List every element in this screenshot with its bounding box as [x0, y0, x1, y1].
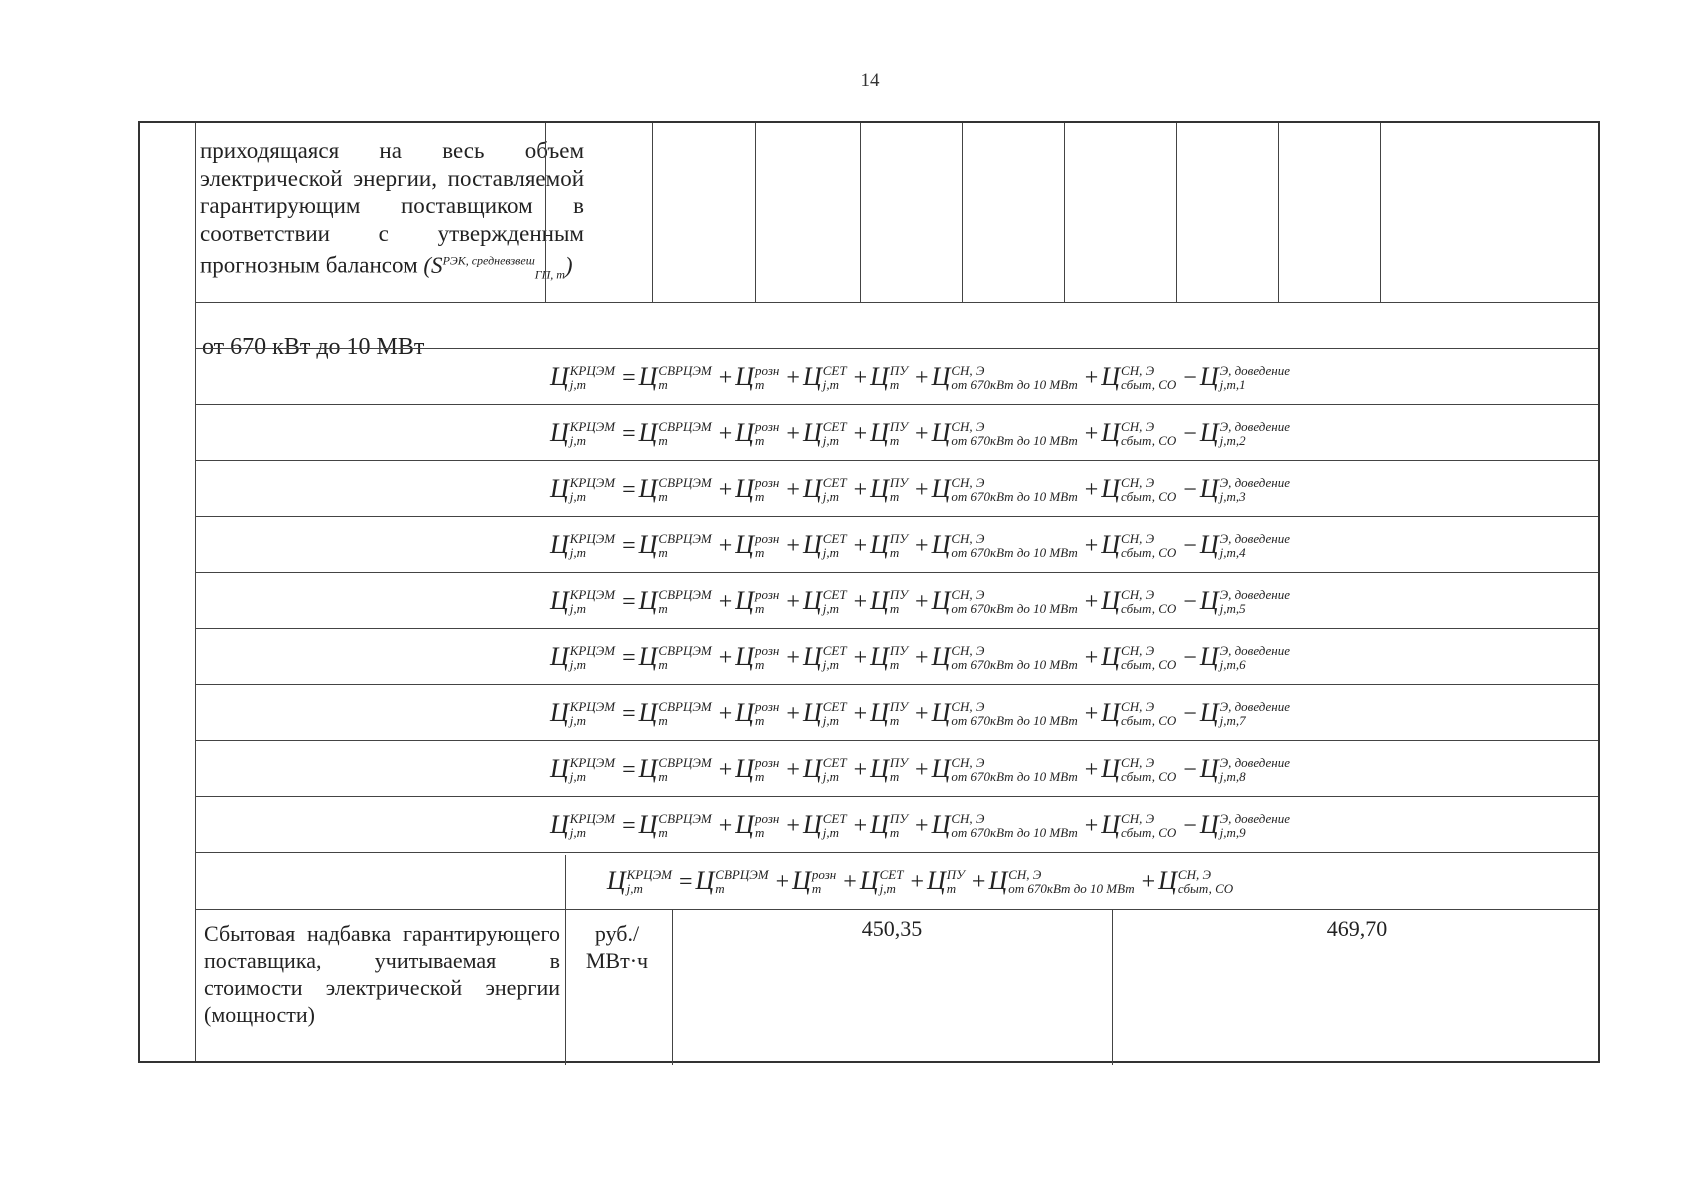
- grid-line: [196, 460, 1598, 461]
- formula-term: Ц розн m: [735, 530, 780, 560]
- formula-term: Ц КРЦЭМ j,m: [549, 474, 616, 504]
- formula-term: Ц Э, доведение j,m,6: [1199, 642, 1290, 672]
- unit-line-1: руб./: [594, 921, 640, 946]
- formula-operator: +: [718, 813, 733, 840]
- grid-line: [196, 684, 1598, 685]
- formula-term: Ц ПУ m: [926, 866, 965, 896]
- formula-term: Ц КРЦЭМ j,m: [549, 810, 616, 840]
- formula: [550, 642, 1294, 673]
- formula-row: [196, 686, 1598, 742]
- grid-line: [1176, 123, 1177, 302]
- formula-operator: +: [786, 701, 800, 728]
- formula-operator: +: [1084, 365, 1099, 392]
- balance-symbol: $(S^{РЭК, средневзвеш}_{ГП, т})$: [423, 252, 573, 282]
- formula: [550, 474, 1294, 505]
- formula-term: Ц Э, доведение j,m,4: [1199, 530, 1290, 560]
- formula-operator: =: [678, 869, 693, 896]
- formula-term: Ц ПУ m: [870, 810, 909, 840]
- formula-operator: +: [910, 869, 924, 896]
- formula-operator: +: [915, 533, 929, 560]
- formula-term: Ц СН, Э сбыт, СО: [1101, 362, 1177, 392]
- formula-term: Ц КРЦЭМ j,m: [606, 866, 672, 896]
- formula-operator: −: [1183, 813, 1197, 840]
- formula-row: [196, 462, 1598, 518]
- formula-term: Ц ПУ m: [870, 754, 909, 784]
- grid-line: [196, 404, 1598, 405]
- formula-term: Ц СН, Э от 670кВт до 10 МВт: [931, 754, 1078, 784]
- grid-line: [196, 852, 1598, 853]
- formula-term: Ц СН, Э сбыт, СО: [1101, 754, 1177, 784]
- formula-term: Ц СВРЦЭМ m: [638, 418, 712, 448]
- formula-operator: +: [853, 645, 868, 672]
- grid-line: [1064, 123, 1065, 302]
- formula-term: Ц розн m: [735, 642, 780, 672]
- formula-operator: +: [853, 701, 868, 728]
- grid-line: [196, 302, 1598, 303]
- formula-operator: +: [915, 701, 929, 728]
- formula-operator: +: [1141, 869, 1156, 896]
- formula-term: Ц Э, доведение j,m,5: [1199, 586, 1290, 616]
- formula-operator: +: [853, 589, 868, 616]
- grid-line: [755, 123, 756, 302]
- formula-operator: +: [786, 589, 800, 616]
- formula-operator: +: [718, 757, 733, 784]
- formula: [550, 362, 1294, 393]
- section-title: от 670 кВт до 10 МВт: [202, 334, 425, 360]
- grid-line: [196, 348, 1598, 349]
- formula-term: Ц СЕТ j,m: [802, 698, 847, 728]
- formula-term: Ц СВРЦЭМ m: [638, 698, 712, 728]
- formula: [550, 418, 1294, 449]
- formula-term: Ц СН, Э сбыт, СО: [1101, 698, 1177, 728]
- formula-operator: −: [1183, 589, 1197, 616]
- formula-operator: +: [718, 477, 733, 504]
- formula-term: Ц СВРЦЭМ m: [638, 586, 712, 616]
- formula: [550, 530, 1294, 561]
- formula-term: Ц розн m: [735, 586, 780, 616]
- formula-term: Ц Э, доведение j,m,2: [1199, 418, 1290, 448]
- formula-term: Ц КРЦЭМ j,m: [549, 586, 616, 616]
- formula-row: [196, 630, 1598, 686]
- formula-operator: +: [786, 477, 800, 504]
- formula-term: Ц СН, Э от 670кВт до 10 МВт: [931, 810, 1078, 840]
- formula-operator: +: [1084, 645, 1099, 672]
- formula-operator: +: [718, 645, 733, 672]
- description-text: приходящаяся на весь объем электрической энергии, поставляемой гарантирующим поставщиком в соответствии с утвержденным прогнозным балансом: [200, 138, 584, 278]
- formula-operator: +: [718, 589, 733, 616]
- tariff-table: [138, 121, 1600, 1063]
- formula-operator: +: [786, 757, 800, 784]
- formula-row: [196, 854, 1598, 910]
- formula-term: Ц СН, Э от 670кВт до 10 МВт: [931, 586, 1078, 616]
- formula-operator: +: [786, 365, 800, 392]
- formula-operator: +: [718, 365, 733, 392]
- formula-term: Ц СВРЦЭМ m: [638, 642, 712, 672]
- formula-operator: +: [786, 645, 800, 672]
- grid-line: [962, 123, 963, 302]
- formula-term: Ц СН, Э сбыт, СО: [1158, 866, 1234, 896]
- formula-operator: =: [622, 813, 636, 840]
- formula-term: Ц КРЦЭМ j,m: [549, 362, 616, 392]
- formula-term: Ц СВРЦЭМ m: [638, 530, 712, 560]
- formula-row: [196, 574, 1598, 630]
- formula: [550, 754, 1294, 785]
- formula-operator: =: [622, 645, 636, 672]
- formula-term: Ц Э, доведение j,m,8: [1199, 754, 1290, 784]
- formula-row: [196, 742, 1598, 798]
- formula-term: Ц СН, Э сбыт, СО: [1101, 474, 1177, 504]
- formula-term: Ц СН, Э сбыт, СО: [1101, 418, 1177, 448]
- formula-term: Ц СН, Э сбыт, СО: [1101, 642, 1177, 672]
- grid-line: [860, 123, 861, 302]
- formula-term: Ц СЕТ j,m: [802, 362, 847, 392]
- formula-term: Ц СЕТ j,m: [802, 586, 847, 616]
- formula-row: [196, 518, 1598, 574]
- formula-operator: =: [622, 421, 636, 448]
- formula-term: Ц СВРЦЭМ m: [638, 754, 712, 784]
- formula-term: Ц СН, Э от 670кВт до 10 МВт: [931, 362, 1078, 392]
- formula-term: Ц СВРЦЭМ m: [695, 866, 769, 896]
- formula-term: Ц СЕТ j,m: [802, 474, 847, 504]
- formula-term: Ц розн m: [735, 474, 780, 504]
- formula-term: Ц СН, Э от 670кВт до 10 МВт: [931, 474, 1078, 504]
- formula-term: Ц КРЦЭМ j,m: [549, 642, 616, 672]
- formula-term: Ц СН, Э от 670кВт до 10 МВт: [988, 866, 1135, 896]
- formula-term: Ц КРЦЭМ j,m: [549, 418, 616, 448]
- formula-term: Ц ПУ m: [870, 698, 909, 728]
- formula-term: Ц КРЦЭМ j,m: [549, 754, 616, 784]
- formula-operator: +: [853, 757, 868, 784]
- formula-term: Ц СН, Э от 670кВт до 10 МВт: [931, 530, 1078, 560]
- formula-term: Ц розн m: [792, 866, 837, 896]
- formula-operator: +: [915, 365, 929, 392]
- formula-operator: +: [775, 869, 790, 896]
- formula-operator: +: [915, 477, 929, 504]
- formula-operator: +: [915, 645, 929, 672]
- formula-term: Ц КРЦЭМ j,m: [549, 698, 616, 728]
- formula-operator: +: [853, 813, 868, 840]
- value-cell-1: 450,35: [861, 916, 923, 941]
- formula-operator: +: [915, 421, 929, 448]
- formula-operator: =: [622, 533, 636, 560]
- formula-operator: +: [1084, 701, 1099, 728]
- formula-term: Ц розн m: [735, 754, 780, 784]
- formula-term: Ц СЕТ j,m: [802, 754, 847, 784]
- formula-operator: =: [622, 757, 636, 784]
- formula-term: Ц розн m: [735, 810, 780, 840]
- formula-operator: −: [1183, 477, 1197, 504]
- formula-operator: +: [1084, 421, 1099, 448]
- formula-term: Ц СЕТ j,m: [802, 642, 847, 672]
- formula-operator: =: [622, 365, 636, 392]
- formula-term: Ц ПУ m: [870, 418, 909, 448]
- formula-operator: +: [718, 701, 733, 728]
- grid-line: [196, 628, 1598, 629]
- formula-operator: =: [622, 589, 636, 616]
- formula-term: Ц КРЦЭМ j,m: [549, 530, 616, 560]
- formula-operator: −: [1183, 645, 1197, 672]
- formula: [550, 810, 1294, 841]
- formula-operator: −: [1183, 421, 1197, 448]
- grid-line: [196, 796, 1598, 797]
- formula-row: [196, 798, 1598, 854]
- description-cell: [200, 137, 584, 289]
- formula: [607, 866, 1237, 897]
- formula-term: Ц Э, доведение j,m,9: [1199, 810, 1290, 840]
- formula-term: Ц розн m: [735, 698, 780, 728]
- formula-term: Ц ПУ m: [870, 362, 909, 392]
- grid-line: [1278, 123, 1279, 302]
- formula-operator: +: [915, 589, 929, 616]
- formula-term: Ц ПУ m: [870, 474, 909, 504]
- formula-term: Ц СВРЦЭМ m: [638, 474, 712, 504]
- formula-operator: +: [718, 533, 733, 560]
- formula-operator: +: [971, 869, 986, 896]
- formula-operator: +: [786, 533, 800, 560]
- formula-term: Ц розн m: [735, 362, 780, 392]
- row-number-column: [140, 123, 196, 1061]
- formula-term: Ц СВРЦЭМ m: [638, 810, 712, 840]
- formula-operator: +: [843, 869, 857, 896]
- formula-term: Ц СВРЦЭМ m: [638, 362, 712, 392]
- formula-term: Ц розн m: [735, 418, 780, 448]
- formula-term: Ц СН, Э сбыт, СО: [1101, 810, 1177, 840]
- value-cell-2: 469,70: [1326, 916, 1388, 941]
- formula-term: Ц СЕТ j,m: [859, 866, 904, 896]
- formula-operator: +: [786, 421, 800, 448]
- formula-term: Ц СН, Э от 670кВт до 10 МВт: [931, 418, 1078, 448]
- formula-term: Ц СЕТ j,m: [802, 810, 847, 840]
- markup-label: Сбытовая надбавка гарантирующего поставщика, учитываемая в стоимости электрической энергии (мощности): [204, 921, 560, 1027]
- grid-line: [652, 123, 653, 302]
- formula-row: [196, 406, 1598, 462]
- formula-operator: −: [1183, 533, 1197, 560]
- formula-operator: +: [853, 533, 868, 560]
- formula-row: [196, 350, 1598, 406]
- page-number: 14: [860, 70, 880, 91]
- formula: [550, 586, 1294, 617]
- formula-operator: −: [1183, 757, 1197, 784]
- formula-operator: +: [853, 477, 868, 504]
- grid-line: [196, 516, 1598, 517]
- formula-term: Ц ПУ m: [870, 642, 909, 672]
- formula-operator: =: [622, 701, 636, 728]
- formula-operator: +: [1084, 533, 1099, 560]
- formula-term: Ц Э, доведение j,m,7: [1199, 698, 1290, 728]
- formula-operator: +: [718, 421, 733, 448]
- unit-line-2: МВт·ч: [585, 948, 649, 973]
- formula: [550, 698, 1294, 729]
- formula-term: Ц Э, доведение j,m,3: [1199, 474, 1290, 504]
- formula-operator: +: [853, 421, 868, 448]
- formula-operator: +: [915, 757, 929, 784]
- unit-cell: [562, 920, 672, 974]
- formula-operator: +: [853, 365, 868, 392]
- formula-operator: −: [1183, 365, 1197, 392]
- grid-line: [196, 909, 1598, 910]
- formula-operator: −: [1183, 701, 1197, 728]
- formula-operator: +: [1084, 589, 1099, 616]
- formula-term: Ц ПУ m: [870, 530, 909, 560]
- formula-term: Ц Э, доведение j,m,1: [1199, 362, 1290, 392]
- formula-term: Ц ПУ m: [870, 586, 909, 616]
- grid-line: [545, 123, 546, 302]
- formula-operator: +: [1084, 477, 1099, 504]
- formula-term: Ц СЕТ j,m: [802, 530, 847, 560]
- grid-line: [196, 572, 1598, 573]
- grid-line: [196, 740, 1598, 741]
- formula-operator: +: [1084, 757, 1099, 784]
- formula-operator: +: [915, 813, 929, 840]
- formula-term: Ц СЕТ j,m: [802, 418, 847, 448]
- grid-line: [1380, 123, 1381, 302]
- formula-term: Ц СН, Э от 670кВт до 10 МВт: [931, 642, 1078, 672]
- formula-term: Ц СН, Э сбыт, СО: [1101, 530, 1177, 560]
- formula-term: Ц СН, Э от 670кВт до 10 МВт: [931, 698, 1078, 728]
- formula-operator: =: [622, 477, 636, 504]
- formula-operator: +: [786, 813, 800, 840]
- formula-term: Ц СН, Э сбыт, СО: [1101, 586, 1177, 616]
- formula-operator: +: [1084, 813, 1099, 840]
